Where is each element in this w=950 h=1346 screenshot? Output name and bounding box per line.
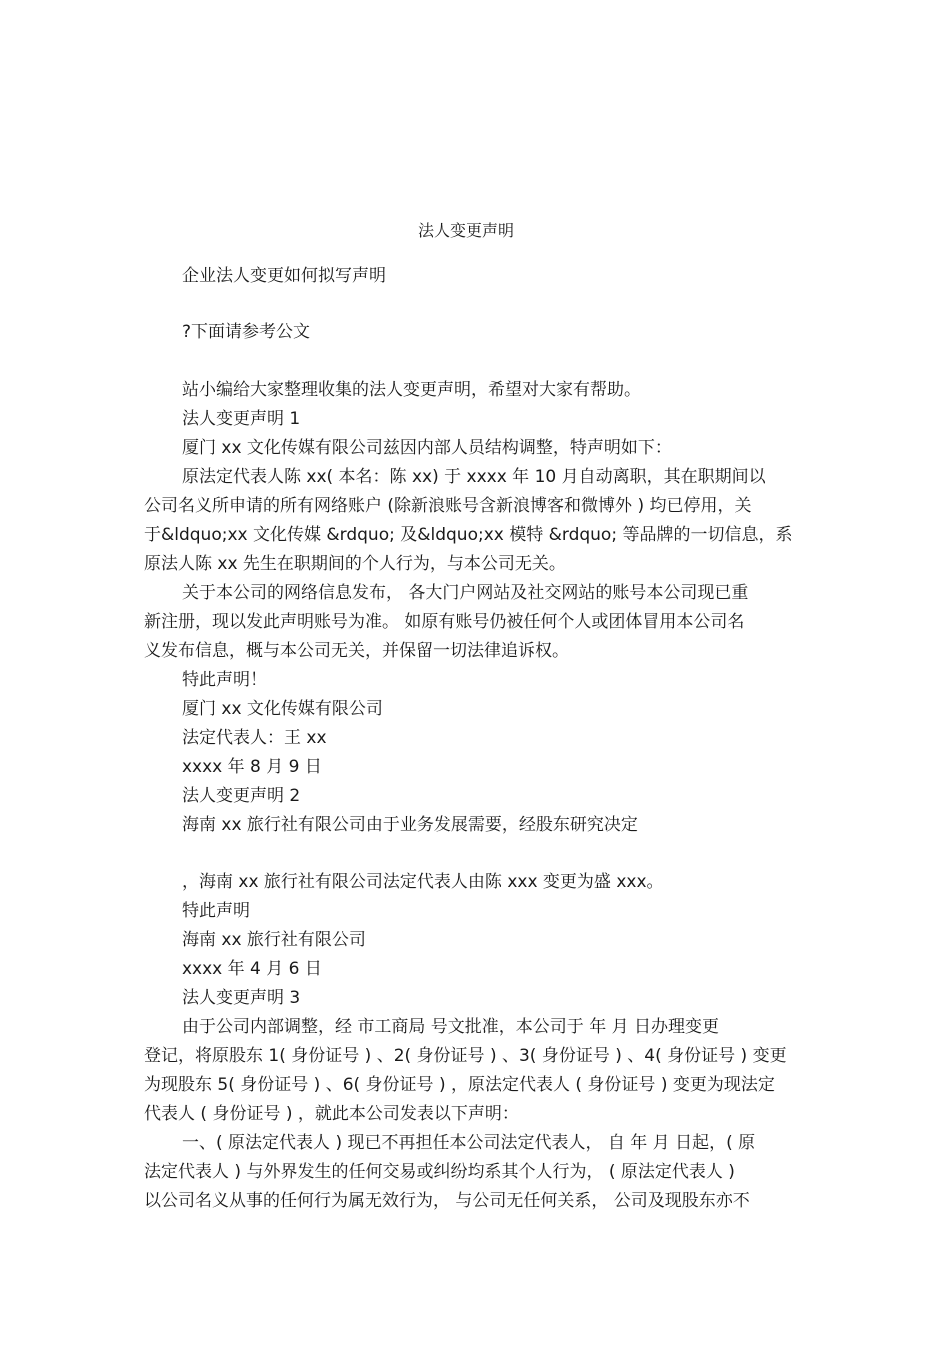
- document-line: 法人变更声明 3: [182, 988, 301, 1008]
- document-line: 法定代表人 ) 与外界发生的任何交易或纠纷均系其个人行为， ( 原法定代表人 ): [144, 1162, 735, 1182]
- document-line: 特此声明: [182, 901, 250, 921]
- document-line: 由于公司内部调整，经 市工商局 号文批准，本公司于 年 月 日办理变更: [182, 1017, 720, 1037]
- document-line: xxxx 年 8 月 9 日: [182, 757, 322, 777]
- document-line: 厦门 xx 文化传媒有限公司: [182, 699, 383, 719]
- document-line: xxxx 年 4 月 6 日: [182, 959, 322, 979]
- document-line: 一、( 原法定代表人 ) 现已不再担任本公司法定代表人， 自 年 月 日起，( 原: [182, 1133, 756, 1153]
- document-line: 以公司名义从事的任何行为属无效行为， 与公司无任何关系， 公司及现股东亦不: [144, 1191, 750, 1211]
- document-line: 海南 xx 旅行社有限公司: [182, 930, 366, 950]
- document-line: 厦门 xx 文化传媒有限公司兹因内部人员结构调整，特声明如下：: [182, 438, 672, 458]
- document-line: 代表人 ( 身份证号 ) ，就此本公司发表以下声明：: [144, 1104, 519, 1124]
- document-title: 法人变更声明: [418, 221, 515, 240]
- document-line: 法人变更声明 2: [182, 786, 301, 806]
- document-line: ?下面请参考公文: [182, 322, 311, 342]
- document-line: ，海南 xx 旅行社有限公司法定代表人由陈 xxx 变更为盛 xxx。: [182, 872, 664, 892]
- document-line: 法定代表人：王 xx: [182, 728, 327, 748]
- document-line: 为现股东 5( 身份证号 ) 、6( 身份证号 ) ，原法定代表人 ( 身份证号 ) 变更为现法定: [144, 1075, 775, 1095]
- document-line: 站小编给大家整理收集的法人变更声明，希望对大家有帮助。: [182, 380, 641, 400]
- document-line: 原法人陈 xx 先生在职期间的个人行为，与本公司无关。: [144, 554, 566, 574]
- document-line: 特此声明！: [182, 670, 267, 690]
- document-line: 登记，将原股东 1( 身份证号 ) 、2( 身份证号 ) 、3( 身份证号 ) 、4( 身份证号 ) 变更: [144, 1046, 787, 1066]
- document-line: 于&ldquo;xx 文化传媒 &rdquo; 及&ldquo;xx 模特 &rdquo; 等品牌的一切信息，系: [144, 525, 793, 545]
- document-line: 新注册，现以发此声明账号为准。 如原有账号仍被任何个人或团体冒用本公司名: [144, 612, 745, 632]
- document-line: 法人变更声明 1: [182, 409, 301, 429]
- document-line: 原法定代表人陈 xx( 本名：陈 xx) 于 xxxx 年 10 月自动离职，其在职期间以: [182, 467, 766, 487]
- document-line: 关于本公司的网络信息发布， 各大门户网站及社交网站的账号本公司现已重: [182, 583, 749, 603]
- document-line: 义发布信息，概与本公司无关，并保留一切法律追诉权。: [144, 641, 569, 661]
- document-line: 企业法人变更如何拟写声明: [182, 266, 386, 286]
- document-line: 公司名义所申请的所有网络账户 (除新浪账号含新浪博客和微博外 ) 均已停用，关: [144, 496, 752, 516]
- document-line: 海南 xx 旅行社有限公司由于业务发展需要，经股东研究决定: [182, 815, 638, 835]
